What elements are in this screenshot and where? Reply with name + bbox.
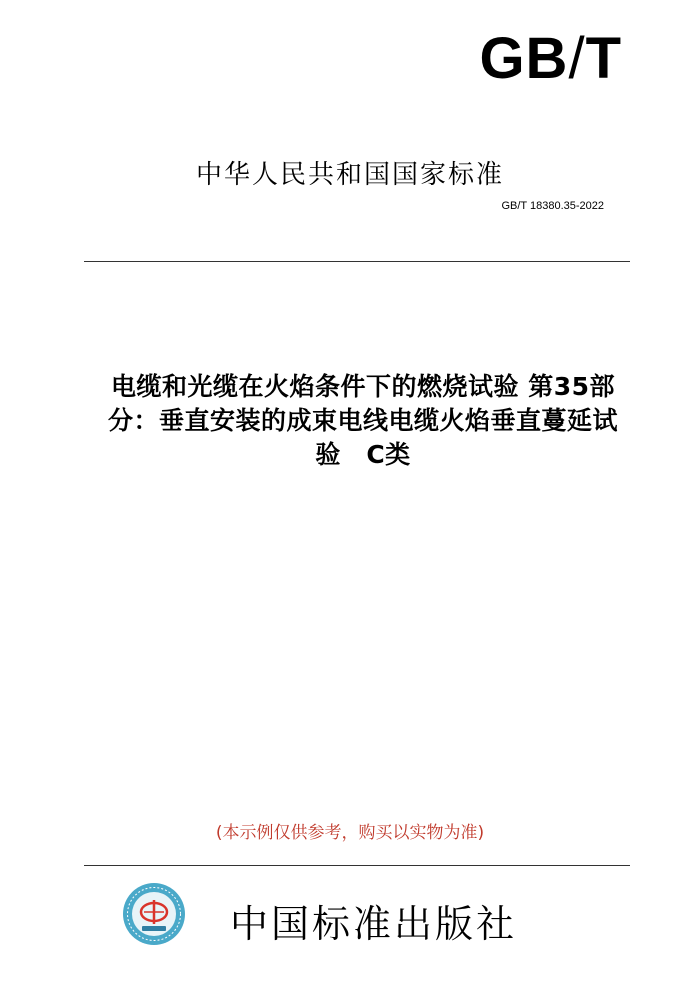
gbt-logo-t: T [585,26,622,91]
gbt-logo [479,26,622,91]
disclaimer-text: (本示例仅供参考，购买以实物为准) [215,823,485,843]
gbt-logo-gb: GB [479,26,569,91]
standard-number: GB/T 18380.35-2022 [501,200,604,212]
title-line-1: 电缆和光缆在火焰条件下的燃烧试验 第35部 [111,372,615,401]
national-standard-heading: 中华人民共和国国家标准 [195,160,504,190]
document-title [58,370,668,472]
bottom-divider [84,865,630,866]
publisher-seal-icon [122,882,186,946]
top-divider [84,261,630,262]
title-line-3: 验 C类 [315,440,411,469]
gbt-logo-slash: / [568,26,586,91]
seal-ribbon [142,926,166,931]
publisher-name: 中国标准出版社 [230,902,518,946]
title-line-2: 分：垂直安装的成束电线电缆火焰垂直蔓延试 [107,406,618,435]
